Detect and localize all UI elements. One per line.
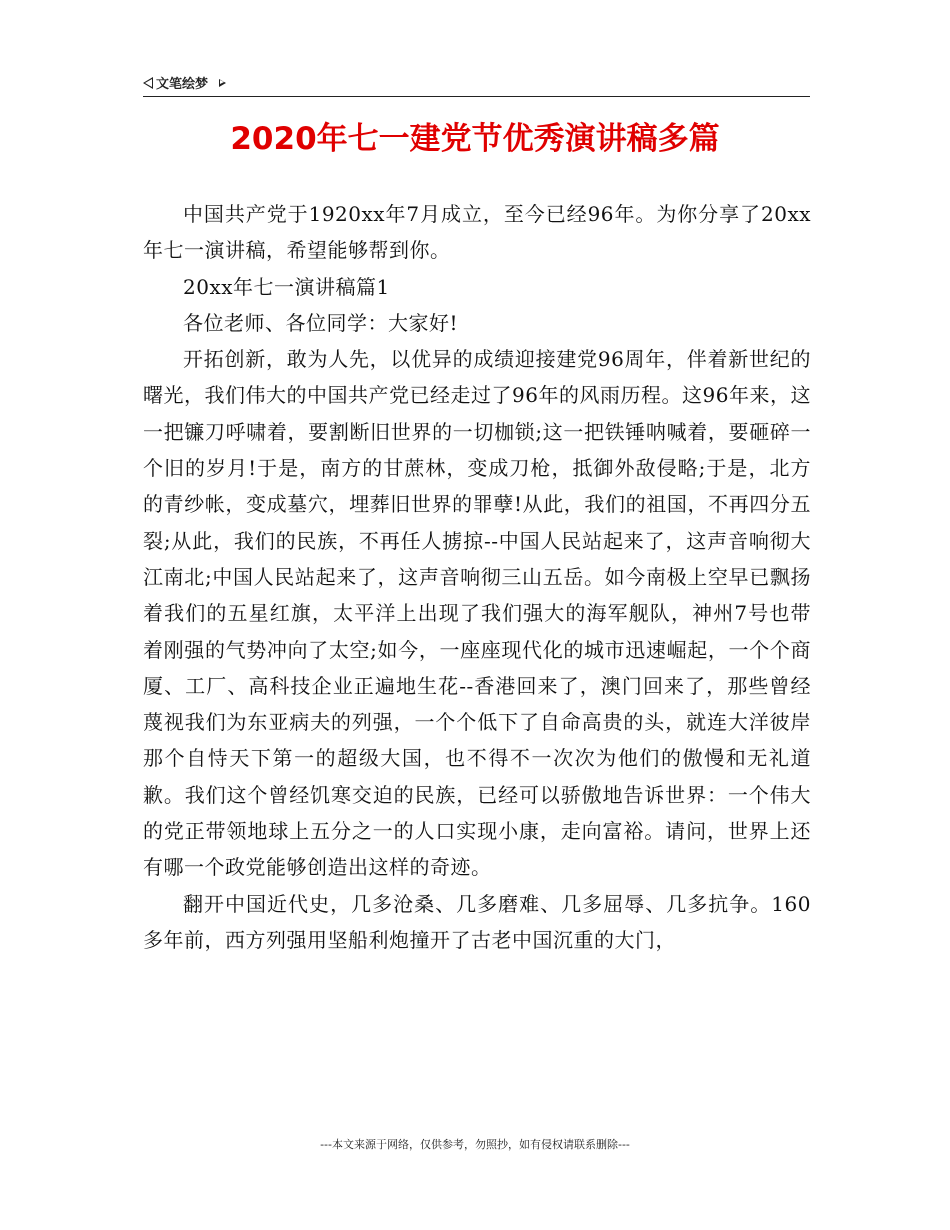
- header-brand-text: 文笔绘梦: [156, 77, 209, 92]
- body-paragraph: 翻开中国近代史，几多沧桑、几多磨难、几多屈辱、几多抗争。160多年前，西方列强用坚船利炮撞开了古老中国沉重的大门，: [143, 891, 811, 952]
- page-header: [143, 72, 810, 97]
- body-paragraph: 各位老师、各位同学：大家好!: [183, 310, 459, 335]
- document-body: [143, 196, 811, 958]
- body-paragraph: 中国共产党于1920xx年7月成立，至今已经96年。为你分享了20xx年七一演讲稿，希望能够帮到你。: [143, 202, 811, 263]
- triangle-left-icon: [143, 77, 153, 89]
- page-footer: ---本文来源于网络，仅供参考，勿照抄，如有侵权请联系删除---: [320, 1138, 630, 1151]
- body-paragraph: 开拓创新，敢为人先，以优异的成绩迎接建党96周年，伴着新世纪的曙光，我们伟大的中国共产党已经走过了96年的风雨历程。这96年来，这一把镰刀呼啸着，要割断旧世界的一切枷锁;这一把铁锤呐喊着，要砸碎一个旧的岁月!于是，南方的甘蔗林，变成刀枪，抵御外敌侵略;于是，北方的青纱帐，变成墓穴，埋葬旧世界的罪孽!从此，我们的祖国，不再四分五裂;从此，我们的民族，不再任人掳掠--中国人民站起来了，这声音响彻大江南北;中国人民站起来了，这声音响彻三山五岳。如今南极上空早已飘扬着我们的五星红旗，太平洋上出现了我们强大的海军舰队，神州7号也带着刚强的气势冲向了太空;如今，一座座现代化的城市迅速崛起，一个个商厦、工厂、高科技企业正遍地生花--香港回来了，澳门回来了，那些曾经蔑视我们为东亚病夫的列强，一个个低下了自命高贵的头，就连大洋彼岸那个自恃天下第一的超级大国，也不得不一次次为他们的傲慢和无礼道歉。我们这个曾经饥寒交迫的民族，已经可以骄傲地告诉世界：一个伟大的党正带领地球上五分之一的人口实现小康，走向富裕。请问，世界上还有哪一个政党能够创造出这样的奇迹。: [143, 347, 811, 880]
- header-brand: [143, 73, 226, 92]
- triangle-right-icon: [219, 79, 226, 87]
- body-paragraph: 20xx年七一演讲稿篇1: [183, 274, 390, 299]
- document-title: 2020年七一建党节优秀演讲稿多篇: [230, 121, 720, 157]
